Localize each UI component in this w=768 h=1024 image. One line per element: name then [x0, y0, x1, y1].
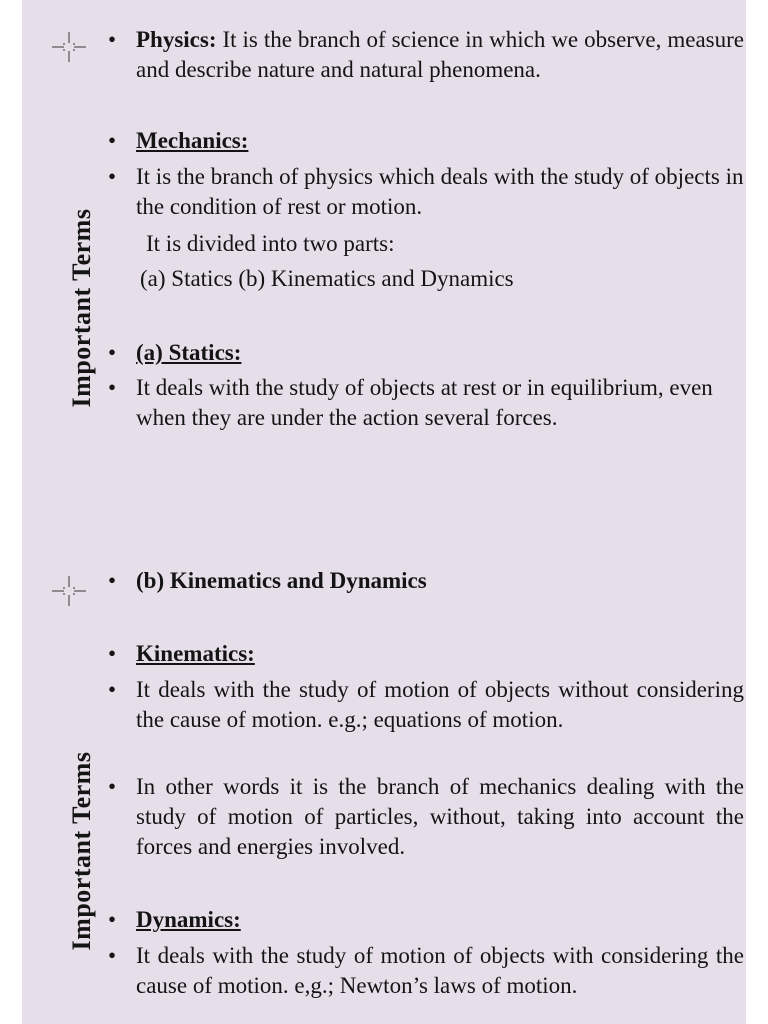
dynamics-heading-item: [108, 905, 744, 935]
bullet: •: [108, 164, 117, 189]
bullet: •: [108, 340, 117, 365]
document-page: [22, 0, 746, 1024]
kinematics-heading: Kinematics:: [136, 641, 255, 666]
side-label-important-terms: Important Terms: [67, 208, 96, 408]
mechanics-divided-text: It is divided into two parts:: [146, 231, 395, 256]
dynamics-definition-item: [108, 941, 744, 1001]
kinematics-heading-item: [108, 639, 744, 669]
statics-definition: It deals with the study of objects at rest or in equilibrium, even when they are under the action several forces.: [136, 375, 713, 430]
bullet: •: [108, 774, 117, 799]
mechanics-heading-item: [108, 126, 744, 156]
bullet: •: [108, 375, 117, 400]
kinematics-definition: It deals with the study of motion of objects without considering the cause of motion. e.g.; equations of motion.: [136, 677, 744, 732]
dynamics-heading: Dynamics:: [136, 907, 241, 932]
kinematics-dynamics-heading: (b) Kinematics and Dynamics: [136, 568, 427, 593]
physics-definition: It is the branch of science in which we observe, measure and describe nature and natural phenomena.: [136, 27, 744, 82]
physics-term: Physics:: [136, 27, 217, 52]
bullet: •: [108, 568, 117, 593]
kinematics-other-words: In other words it is the branch of mechanics dealing with the study of motion of particles, without, taking into account the forces and energies involved.: [136, 774, 744, 859]
bullet: •: [108, 677, 117, 702]
side-label-important-terms: Important Terms: [67, 751, 96, 951]
physics-item: [108, 25, 744, 85]
statics-definition-item: [108, 373, 744, 433]
dynamics-definition: It deals with the study of motion of objects with considering the cause of motion. e,g.; Newton’s laws of motion.: [136, 943, 744, 998]
kinematics-other-words-item: [108, 772, 744, 862]
mechanics-definition-item: [108, 162, 744, 222]
crosshair-icon: [50, 572, 88, 610]
statics-heading-item: [108, 338, 744, 368]
mechanics-definition: It is the branch of physics which deals with the study of objects in the condition of rest or motion.: [136, 164, 744, 219]
bullet: •: [108, 27, 117, 52]
mechanics-parts-text: (a) Statics (b) Kinematics and Dynamics: [140, 266, 514, 291]
kinematics-definition-item: [108, 675, 744, 735]
bullet: •: [108, 943, 117, 968]
bullet: •: [108, 907, 117, 932]
bullet: •: [108, 128, 117, 153]
kinematics-dynamics-heading-item: [108, 566, 744, 596]
crosshair-icon: [50, 28, 88, 66]
bullet: •: [108, 641, 117, 666]
mechanics-heading: Mechanics:: [136, 128, 249, 153]
statics-heading: (a) Statics:: [136, 340, 242, 365]
